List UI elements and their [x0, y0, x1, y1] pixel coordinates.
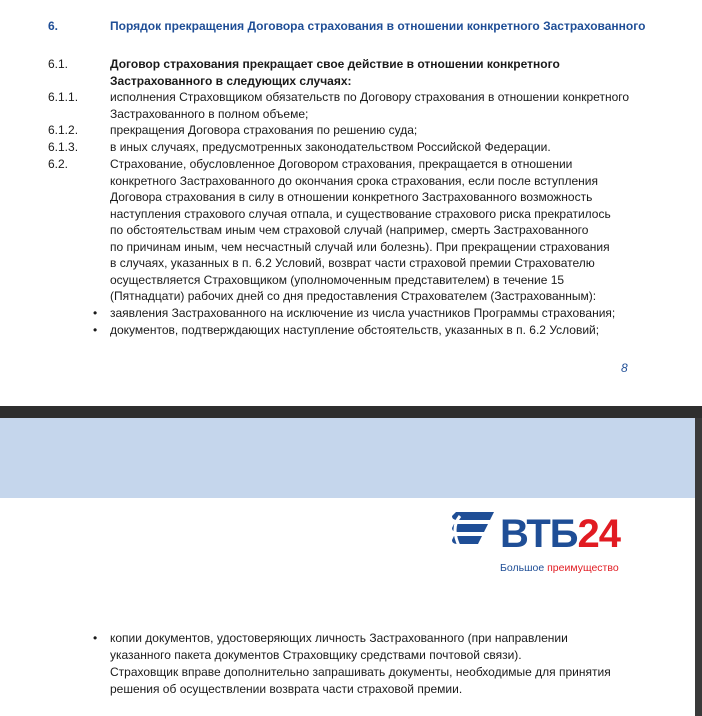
page-break-divider: [0, 406, 702, 418]
vtb-logo-icon: [448, 508, 496, 552]
list-item: заявления Застрахованного на исключение из числа участников Программы страхования;: [110, 306, 616, 320]
list-item: документов, подтверждающих наступление обстоятельств, указанных в п. 6.2 Условий;: [110, 323, 600, 337]
closing-paragraph: Страховщик вправе дополнительно запрашивать документы, необходимые для принятия решения об осуществлении возврата части страховой премии.: [110, 665, 611, 696]
clause-number: 6.1.: [48, 57, 69, 71]
clause-text: исполнения Страховщиком обязательств по Договору страхования в отношении конкретного Застрахованного в полном объеме;: [110, 90, 630, 121]
clause-text: Договор страхования прекращает свое действие в отношении конкретного Застрахованного в следующих случаях:: [110, 57, 560, 88]
brand-tagline: Большое преимущество: [500, 562, 619, 574]
page-header-band: [0, 418, 702, 498]
clause-number: 6.1.3.: [48, 140, 79, 154]
clause-text: в иных случаях, предусмотренных законодательством Российской Федерации.: [110, 140, 551, 154]
clause-number: 6.1.1.: [48, 90, 79, 104]
list-item: копии документов, удостоверяющих личность Застрахованного (при направлении указанного пакета документов Страховщику средствами почтовой связи).: [110, 631, 568, 662]
clause-number: 6.2.: [48, 157, 69, 171]
bullet-icon: •: [93, 306, 98, 320]
clause-text: Страхование, обусловленное Договором страхования, прекращается в отношении конкретного Застрахованного до окончания срока страхования, если после вступления Договора страхования в силу в отношении конкретного Застрахованного возможность наступления страхового случая отпала, и существование страхового риска прекратилось по обстоятельствам иным чем страховой случай (например, смерть Застрахованного по причинам иным, чем несчастный случай или болезнь). При прекращении страхования в случаях, указанных в п. 6.2 Условий, возврат части страховой премии Страхователю осуществляется Страховщиком (уполномоченным представителем) в течение 15 (Пятнадцати) рабочих дней со дня предоставления Страхователем (Застрахованным):: [110, 157, 611, 303]
page-number: 8: [621, 361, 628, 375]
bullet-icon: •: [93, 631, 98, 645]
section-title: Порядок прекращения Договора страхования в отношении конкретного Застрахованного: [110, 19, 646, 33]
clause-number: 6.1.2.: [48, 123, 79, 137]
brand-logo: ВТБ24: [500, 512, 621, 556]
page-edge-shadow: [695, 418, 702, 716]
bullet-icon: •: [93, 323, 98, 337]
section-number: 6.: [48, 19, 59, 33]
clause-text: прекращения Договора страхования по решению суда;: [110, 123, 418, 137]
